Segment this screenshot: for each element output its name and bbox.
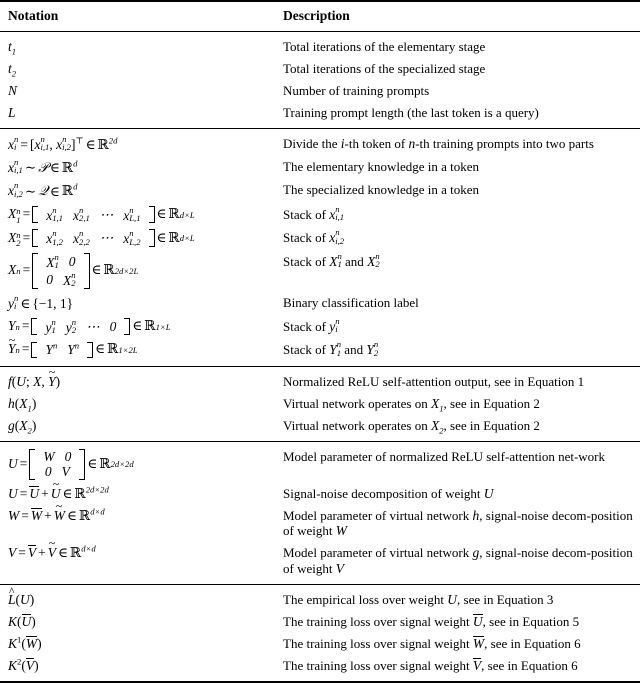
table-row <box>0 203 640 227</box>
description-cell: Virtual network operates on $X_1$, see in Equation 2 <box>283 395 540 414</box>
desc-text-a: The empirical loss over weight <box>283 591 448 607</box>
description-cell: The empirical loss over weight U, see in Equation 3 <box>283 591 554 607</box>
table-row <box>0 415 640 442</box>
notation-cell: N <box>8 83 18 98</box>
table-row <box>0 32 640 58</box>
desc-text-a: Virtual network operates on <box>283 417 431 433</box>
desc-text-a: Signal-noise decomposition of weight <box>283 485 484 501</box>
description-cell: Stack of X n 1 and X n 2 <box>283 251 380 270</box>
table-row <box>0 338 640 366</box>
notation-cell: $t_1$ <box>8 39 17 57</box>
table-row <box>0 129 640 156</box>
header-notation: Notation <box>8 8 59 23</box>
desc-text-a: The training loss over signal weight <box>283 657 473 673</box>
notation-cell: X n 2 = x n 1,2 x n 2,2 ⋯ x n L,2 ∈ ℝ d×L <box>8 228 195 249</box>
description-cell: Total iterations of the specialized stage <box>283 61 486 76</box>
description-cell: Signal-noise decomposition of weight U <box>283 485 494 501</box>
desc-text: Stack of <box>283 230 330 246</box>
notation-cell: K(U) <box>8 613 36 629</box>
desc-text: Stack of <box>283 206 330 222</box>
notation-cell: V = V + ~ V ∈ ℝ$^{d\times d}$ <box>0 542 277 584</box>
description-cell: The training loss over signal weight U, see in Equation 5 <box>283 613 580 629</box>
table-row <box>0 80 640 102</box>
desc-text: Stack of <box>283 342 330 358</box>
desc-text-a: The training loss over signal weight <box>283 613 473 629</box>
desc-text-a: Virtual network operates on <box>283 395 431 411</box>
table-row <box>0 655 640 682</box>
desc-text-b: , see in Equation 6 <box>484 635 581 651</box>
notation-cell: ~ Y n = $Y^n$ $Y^n$ ∈ ℝ 1×2L <box>0 338 277 366</box>
table-row <box>0 505 640 543</box>
description-cell: The specialized knowledge in a token <box>283 182 480 198</box>
desc-text-a: The training loss over signal weight <box>283 635 473 651</box>
description-cell: Binary classification label <box>283 294 419 310</box>
description-cell: Stack of x n i,1 <box>283 203 345 222</box>
desc-text-b: , see in Equation 6 <box>481 657 578 673</box>
table-row <box>0 102 640 129</box>
desc-text-a: Model parameter of virtual network <box>283 507 473 523</box>
desc-text-b: -th token of <box>344 136 409 151</box>
table-row <box>0 585 640 611</box>
table-row <box>0 483 640 505</box>
description-cell: Model parameter of virtual network g, signal-noise decom-position of weight V <box>283 545 633 577</box>
table-row <box>0 542 640 584</box>
notation-cell: f(U; X, ~ Y) <box>0 367 277 393</box>
notation-cell: $h(X_1)$ <box>8 395 37 414</box>
notation-cell: $K^2(V)$ <box>8 656 39 673</box>
notation-cell: Y n = y n 1 y n 2 ⋯ 0 ∈ ℝ 1×L <box>8 316 171 335</box>
notation-cell: L <box>8 105 16 120</box>
desc-and: and <box>341 342 367 358</box>
desc-text-b: , see in Equation 2 <box>443 417 540 433</box>
desc-text-b: , see in Equation 2 <box>443 395 540 411</box>
description-cell: Training prompt length (the last token is a query) <box>283 105 539 120</box>
notation-cell: $t_2$ <box>8 61 17 79</box>
notation-cell: x n i,1 ∼ 𝒫 ∈ ℝ$^d$ <box>8 157 78 177</box>
notation-cell: U = W 0 0 V ∈ ℝ 2d×2d <box>8 448 134 480</box>
description-cell: Stack of x n i,2 <box>283 227 345 246</box>
notation-cell: x n i,2 ∼ 𝒬 ∈ ℝ$^d$ <box>8 180 78 200</box>
desc-text-a: Model parameter of virtual network <box>283 545 473 561</box>
description-cell: The training loss over signal weight W, see in Equation 6 <box>283 635 581 651</box>
table-row <box>0 292 640 315</box>
notation-cell: X n = X n 1 0 0 X n 2 ∈ ℝ 2d×2L <box>8 252 139 289</box>
table-row <box>0 250 640 291</box>
table-row <box>0 226 640 250</box>
notation-cell: x n i = [x n i,1 , x n i,2 ]⊤ ∈ ℝ$^{2d}$ <box>8 133 118 154</box>
table-row <box>0 442 640 483</box>
table-row <box>0 393 640 415</box>
description-cell: Virtual network operates on $X_2$, see in Equation 2 <box>283 417 540 436</box>
desc-text-b: , signal-noise decom-position of weight <box>283 545 633 577</box>
description-cell: The elementary knowledge in a token <box>283 159 480 175</box>
table-header-row <box>0 2 640 32</box>
description-cell: Total iterations of the elementary stage <box>283 39 486 54</box>
table-row <box>0 156 640 179</box>
description-cell: Number of training prompts <box>283 83 430 98</box>
desc-text: Stack of <box>283 318 330 334</box>
desc-text-b: , see in Equation 3 <box>457 591 554 607</box>
desc-text-b: , signal-noise decom-position of weight <box>283 507 633 539</box>
description-cell: Model parameter of normalized ReLU self-attention net-work <box>283 448 605 464</box>
description-cell: The training loss over signal weight V, see in Equation 6 <box>283 657 578 673</box>
description-cell: Model parameter of virtual network h, signal-noise decom-position of weight W <box>283 507 633 539</box>
notation-cell: W = W + ~ W ∈ ℝ$^{d\times d}$ <box>0 505 277 543</box>
table-row <box>0 611 640 633</box>
table-row <box>0 367 640 393</box>
header-description: Description <box>283 8 350 23</box>
desc-text: Stack of <box>283 254 330 270</box>
table-row <box>0 179 640 202</box>
desc-text-c: -th training prompts into two parts <box>415 136 594 151</box>
table-row <box>0 315 640 339</box>
notation-cell: y n i ∈ {−1, 1} <box>8 292 74 311</box>
desc-and: and <box>341 254 368 270</box>
table-row <box>0 58 640 80</box>
desc-text-b: , see in Equation 5 <box>482 613 580 629</box>
desc-text-a: Divide the <box>283 136 341 151</box>
notation-cell: X n 1 = x n 1,1 x n 2,1 ⋯ x n L,1 ∈ ℝ d×L <box>8 204 195 225</box>
description-cell: Divide the i-th token of n-th training prompts into two parts <box>283 136 594 151</box>
description-cell: Stack of Y n 1 and Y n 2 <box>283 339 379 358</box>
notation-cell: ^ L(U) <box>0 585 277 611</box>
table-row <box>0 633 640 655</box>
notation-cell: U = U + ~ U ∈ ℝ$^{2d\times 2d}$ <box>0 483 277 505</box>
description-cell: Stack of y n i <box>283 315 340 334</box>
description-cell: Normalized ReLU self-attention output, see in Equation 1 <box>283 373 585 389</box>
notation-cell: $K^1(W)$ <box>8 634 42 651</box>
notation-cell: $g(X_2)$ <box>8 417 37 436</box>
